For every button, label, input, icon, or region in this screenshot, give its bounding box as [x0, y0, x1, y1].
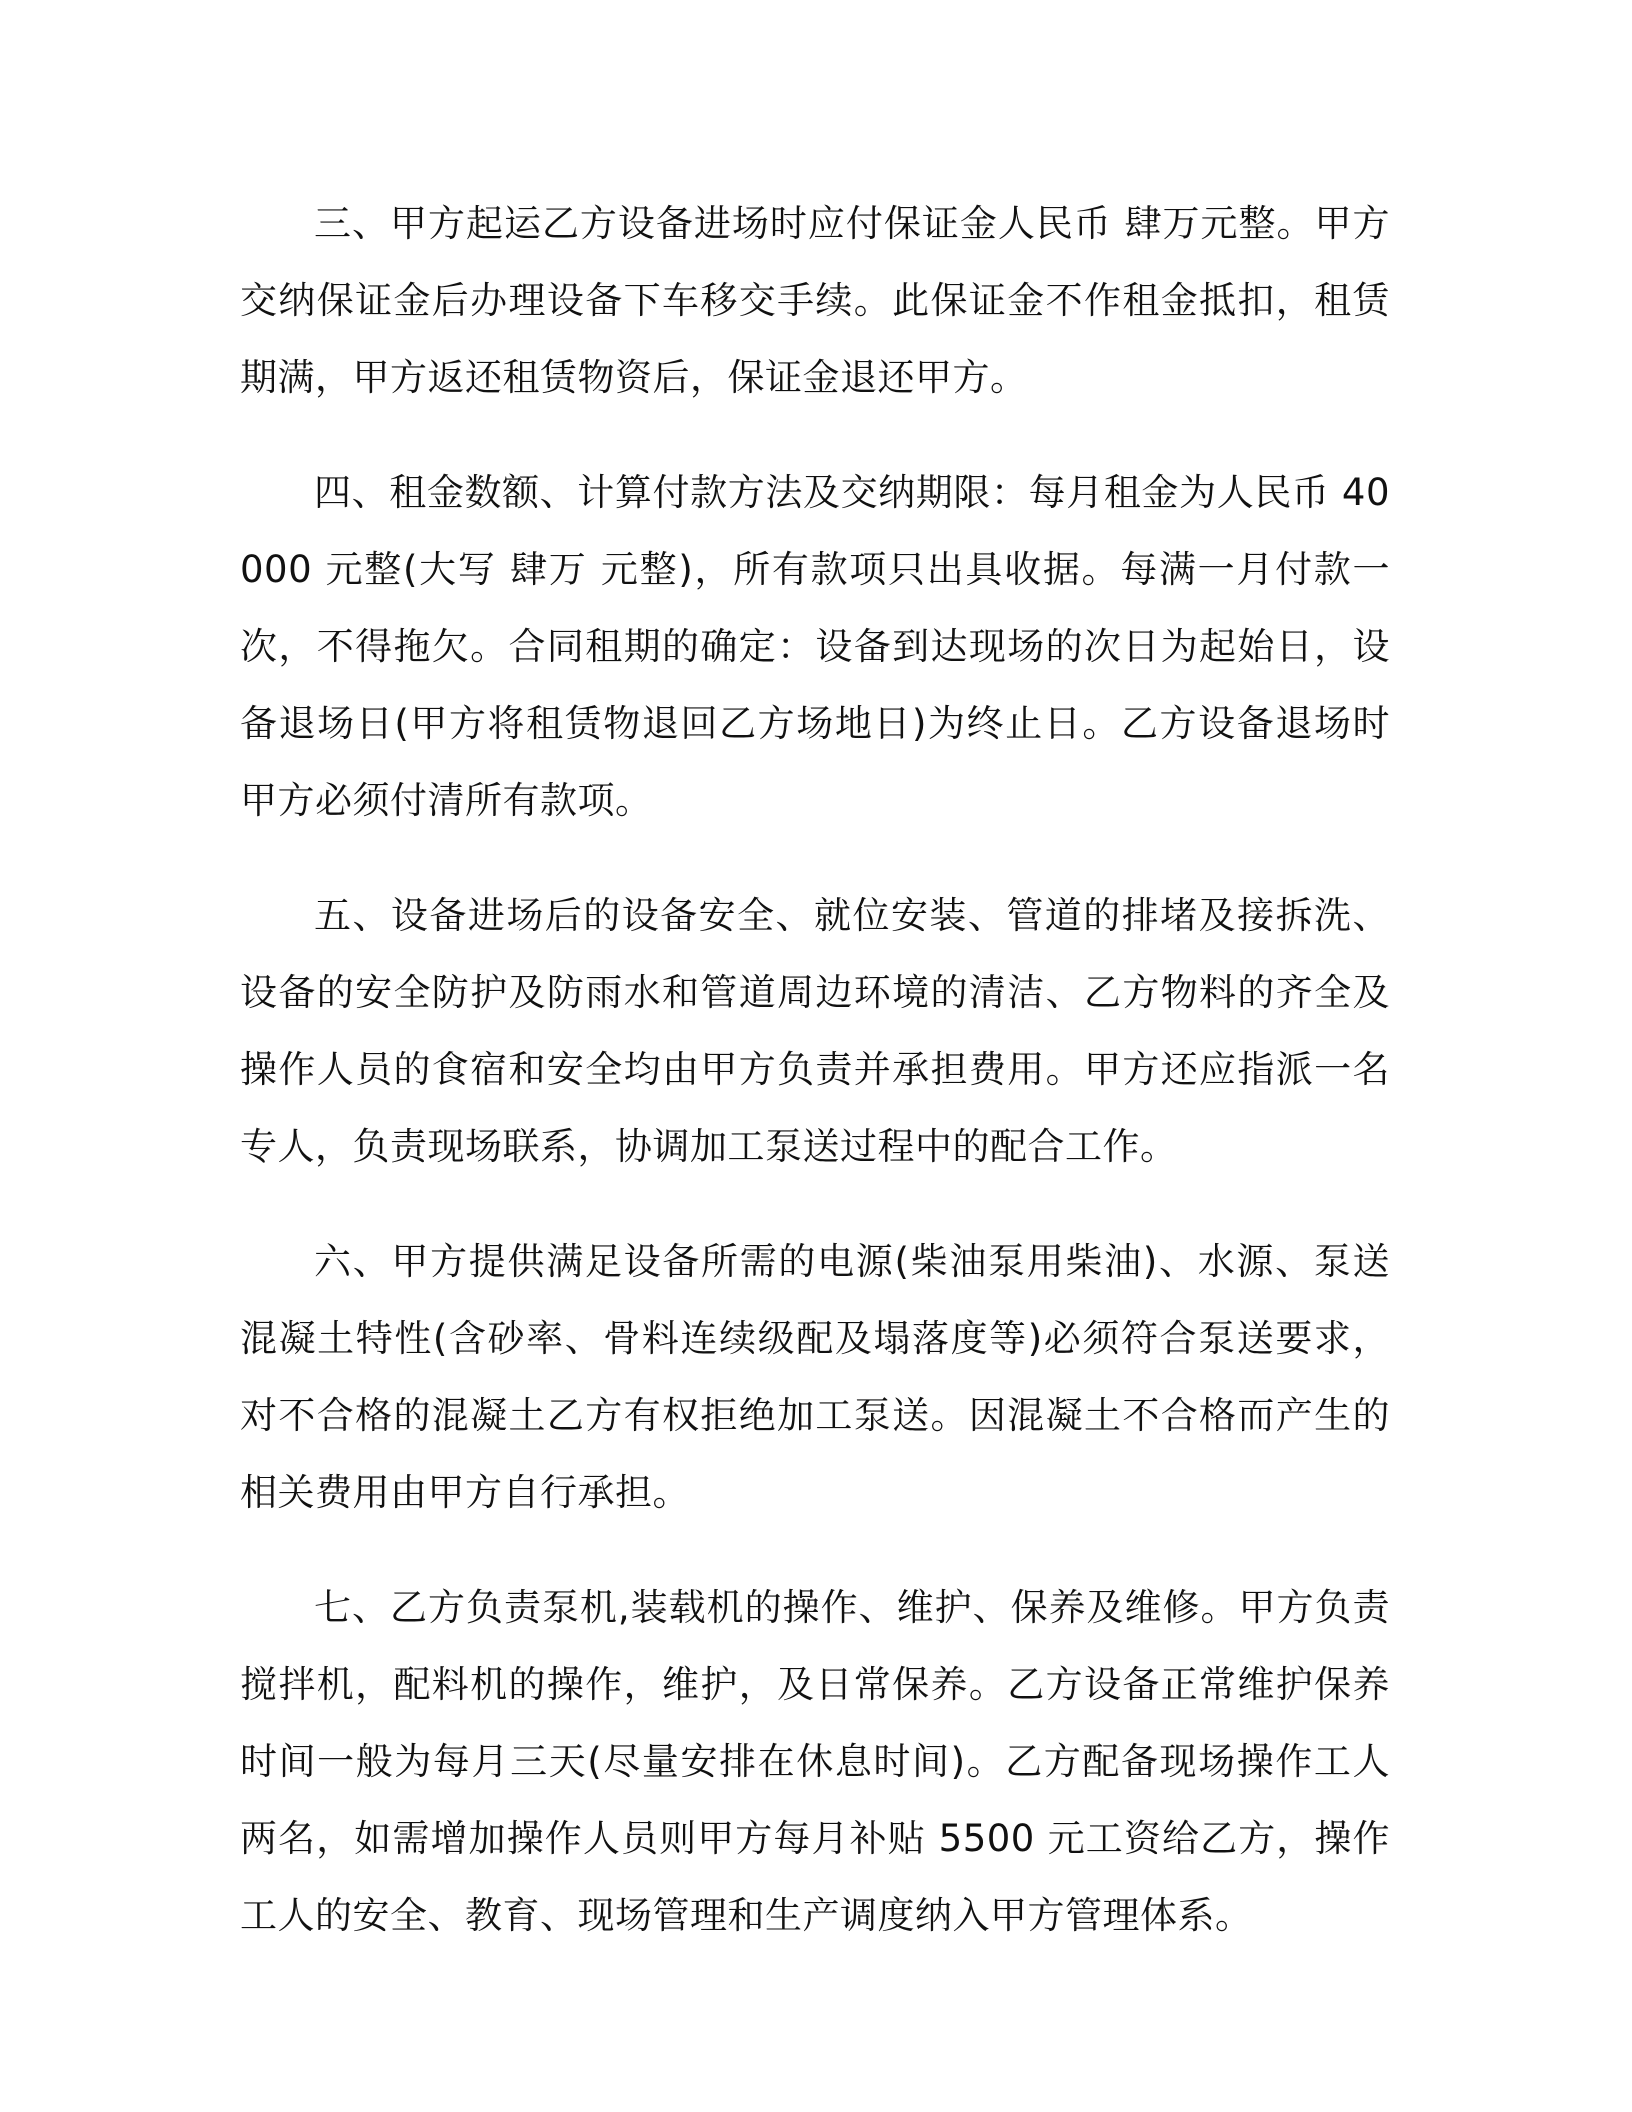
- clause-3-paragraph: 三、甲方起运乙方设备进场时应付保证金人民币 肆万元整。甲方交纳保证金后办理设备下车移交手续。此保证金不作租金抵扣，租赁期满，甲方返还租赁物资后，保证金退还甲方。: [240, 202, 1390, 399]
- clause-5-paragraph: 五、设备进场后的设备安全、就位安装、管道的排堵及接拆洗、设备的安全防护及防雨水和管道周边环境的清洁、乙方物料的齐全及操作人员的食宿和安全均由甲方负责并承担费用。甲方还应指派一名专人，负责现场联系，协调加工泵送过程中的配合工作。: [240, 894, 1390, 1168]
- document-body: [240, 185, 1390, 1992]
- clause-4-paragraph: 四、租金数额、计算付款方法及交纳期限：每月租金为人民币 40000 元整(大写 肆万 元整)，所有款项只出具收据。每满一月付款一次，不得拖欠。合同租期的确定：设备到达现场的次日为起始日，设备退场日(甲方将租赁物退回乙方场地日)为终止日。乙方设备退场时甲方必须付清所有款项。: [240, 471, 1390, 822]
- clause-7-paragraph: 七、乙方负责泵机,装载机的操作、维护、保养及维修。甲方负责搅拌机，配料机的操作，维护，及日常保养。乙方设备正常维护保养时间一般为每月三天(尽量安排在休息时间)。乙方配备现场操作工人两名，如需增加操作人员则甲方每月补贴 5500 元工资给乙方，操作工人的安全、教育、现场管理和生产调度纳入甲方管理体系。: [240, 1586, 1390, 1937]
- clause-6-paragraph: 六、甲方提供满足设备所需的电源(柴油泵用柴油)、水源、泵送混凝土特性(含砂率、骨料连续级配及塌落度等)必须符合泵送要求，对不合格的混凝土乙方有权拒绝加工泵送。因混凝土不合格而产生的相关费用由甲方自行承担。: [240, 1240, 1390, 1514]
